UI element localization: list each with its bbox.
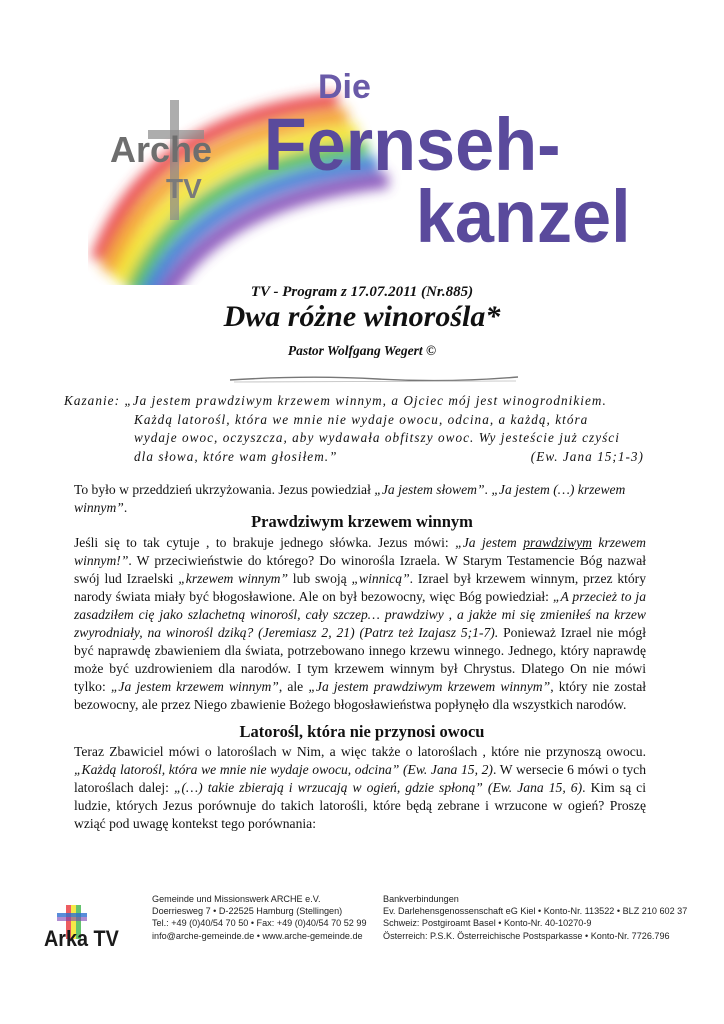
- section-heading: Latorośl, która nie przynosi owocu: [239, 722, 485, 741]
- intro-paragraph: To było w przeddzień ukrzyżowania. Jezus powiedział „Ja jestem słowem”. „Ja jestem (…) krzewem winnym”.: [74, 482, 626, 515]
- page-title: Dwa różne winorośla*: [223, 300, 501, 333]
- footer-brand: Arka TV: [44, 926, 119, 951]
- footer-address: Gemeinde und Missionswerk ARCHE e.V. Doerriesweg 7 • D-22525 Hamburg (Stellingen) Tel.: +49 (0)40/54 70 50 • Fax: +49 (0)40/54 70 52 99 info@arche-gemeinde.de • www.arche-gemeinde.de: [152, 894, 367, 941]
- section1-paragraph: Jeśli się to tak cytuje , to brakuje jednego słówka. Jezus mówi: „Ja jestem prawdziwym krzewem winnym!”. W przeciwieństwie do którego? Do winorośla Izraela. W Starym Testamencie Bóg nazwał swój lud Izraelski „krzewem winnym” lub swoją „winnicą”. Izrael był krzewem winnym, przez który narody świata miały być błogosławione. Ale on był bezowocny, więc Bóg powiedział: „A przecież to ja zasadziłem cię jako szlachetną winorośl, cały szczep… prawdziwy , a jakże mi się zmieniłeś na krzew zwyrodniały, na winorośl dziką? (Jeremiasz 2, 21) (Patrz też Izajasz 5;1-7). Ponieważ Izrael nie mógł być naprawdę zbawieniem dla świata, potrzebowano innego krzewu winnego. Jednego, który naprawdę może być uzdrowieniem dla narodów. I tym krzewem winnym był Chrystus. Dlatego On nie mówi tylko: „Ja jestem krzewem winnym”, ale „Ja jestem prawdziwym krzewem winnym”, który nie został bezowocny, ale przez Niego zbawienie Bożego błogosławieństwa popłynęło dla wszystkich narodów.: [74, 535, 647, 712]
- kanzel-text: kanzel: [415, 176, 631, 259]
- section-heading: Prawdziwym krzewem winnym: [251, 512, 473, 531]
- program-date: TV - Program z 17.07.2011 (Nr.885): [250, 284, 474, 300]
- tv-text: TV: [166, 173, 202, 204]
- quote-line: wydaje owoc, oczyszcza, aby wydawała obfitszy owoc. Wy jesteście już czyści: [134, 430, 620, 445]
- footer-bank: Bankverbindungen Ev. Darlehensgenossenschaft eG Kiel • Konto-Nr. 113522 • BLZ 210 602 37 Schweiz: Postgiroamt Basel • Konto-Nr. 40-10270-9 Österreich: P.S.K. Österreichische Postsparkasse • Konto-Nr. 7726.796: [383, 894, 688, 941]
- arche-text: Arche: [110, 129, 213, 170]
- fernseh-text: Fernseh-: [263, 104, 561, 187]
- fernsehkanzel-logo: [88, 60, 678, 285]
- signature-line: [228, 371, 520, 385]
- quote-line: Kazanie: „Ja jestem prawdziwym krzewem winnym, a Ojciec mój jest winogrodnikiem.: [64, 393, 607, 408]
- author: Pastor Wolfgang Wegert ©: [287, 343, 437, 358]
- quote-line: Każdą latorośl, która we mnie nie wydaje owocu, odcina, a każdą, która: [134, 411, 589, 427]
- quote-reference: (Ew. Jana 15;1-3): [530, 448, 644, 464]
- section2-paragraph: Teraz Zbawiciel mówi o latoroślach w Nim, a więc także o latoroślach , które nie przynoszą owocu. „Każdą latorośl, która we mnie nie wydaje owocu, odcina” (Ew. Jana 15, 2). W wersecie 6 mówi o tych latoroślach dalej: „(…) takie zbierają i wrzucają w ogień, gdzie spłoną” (Ew. Jana 15, 6). Kim są ci ludzie, których Jezus porównuje do takich latorośli, które będą zebrane i wrzucone w ogień? Proszę wziąć pod uwagę kontekst tego porównania:: [74, 744, 646, 831]
- sermon-quote: [64, 392, 644, 466]
- die-text: Die: [318, 68, 371, 106]
- quote-line: dla słowa, które wam głosiłem.” (Ew. Jana 15;1-3): [64, 448, 644, 467]
